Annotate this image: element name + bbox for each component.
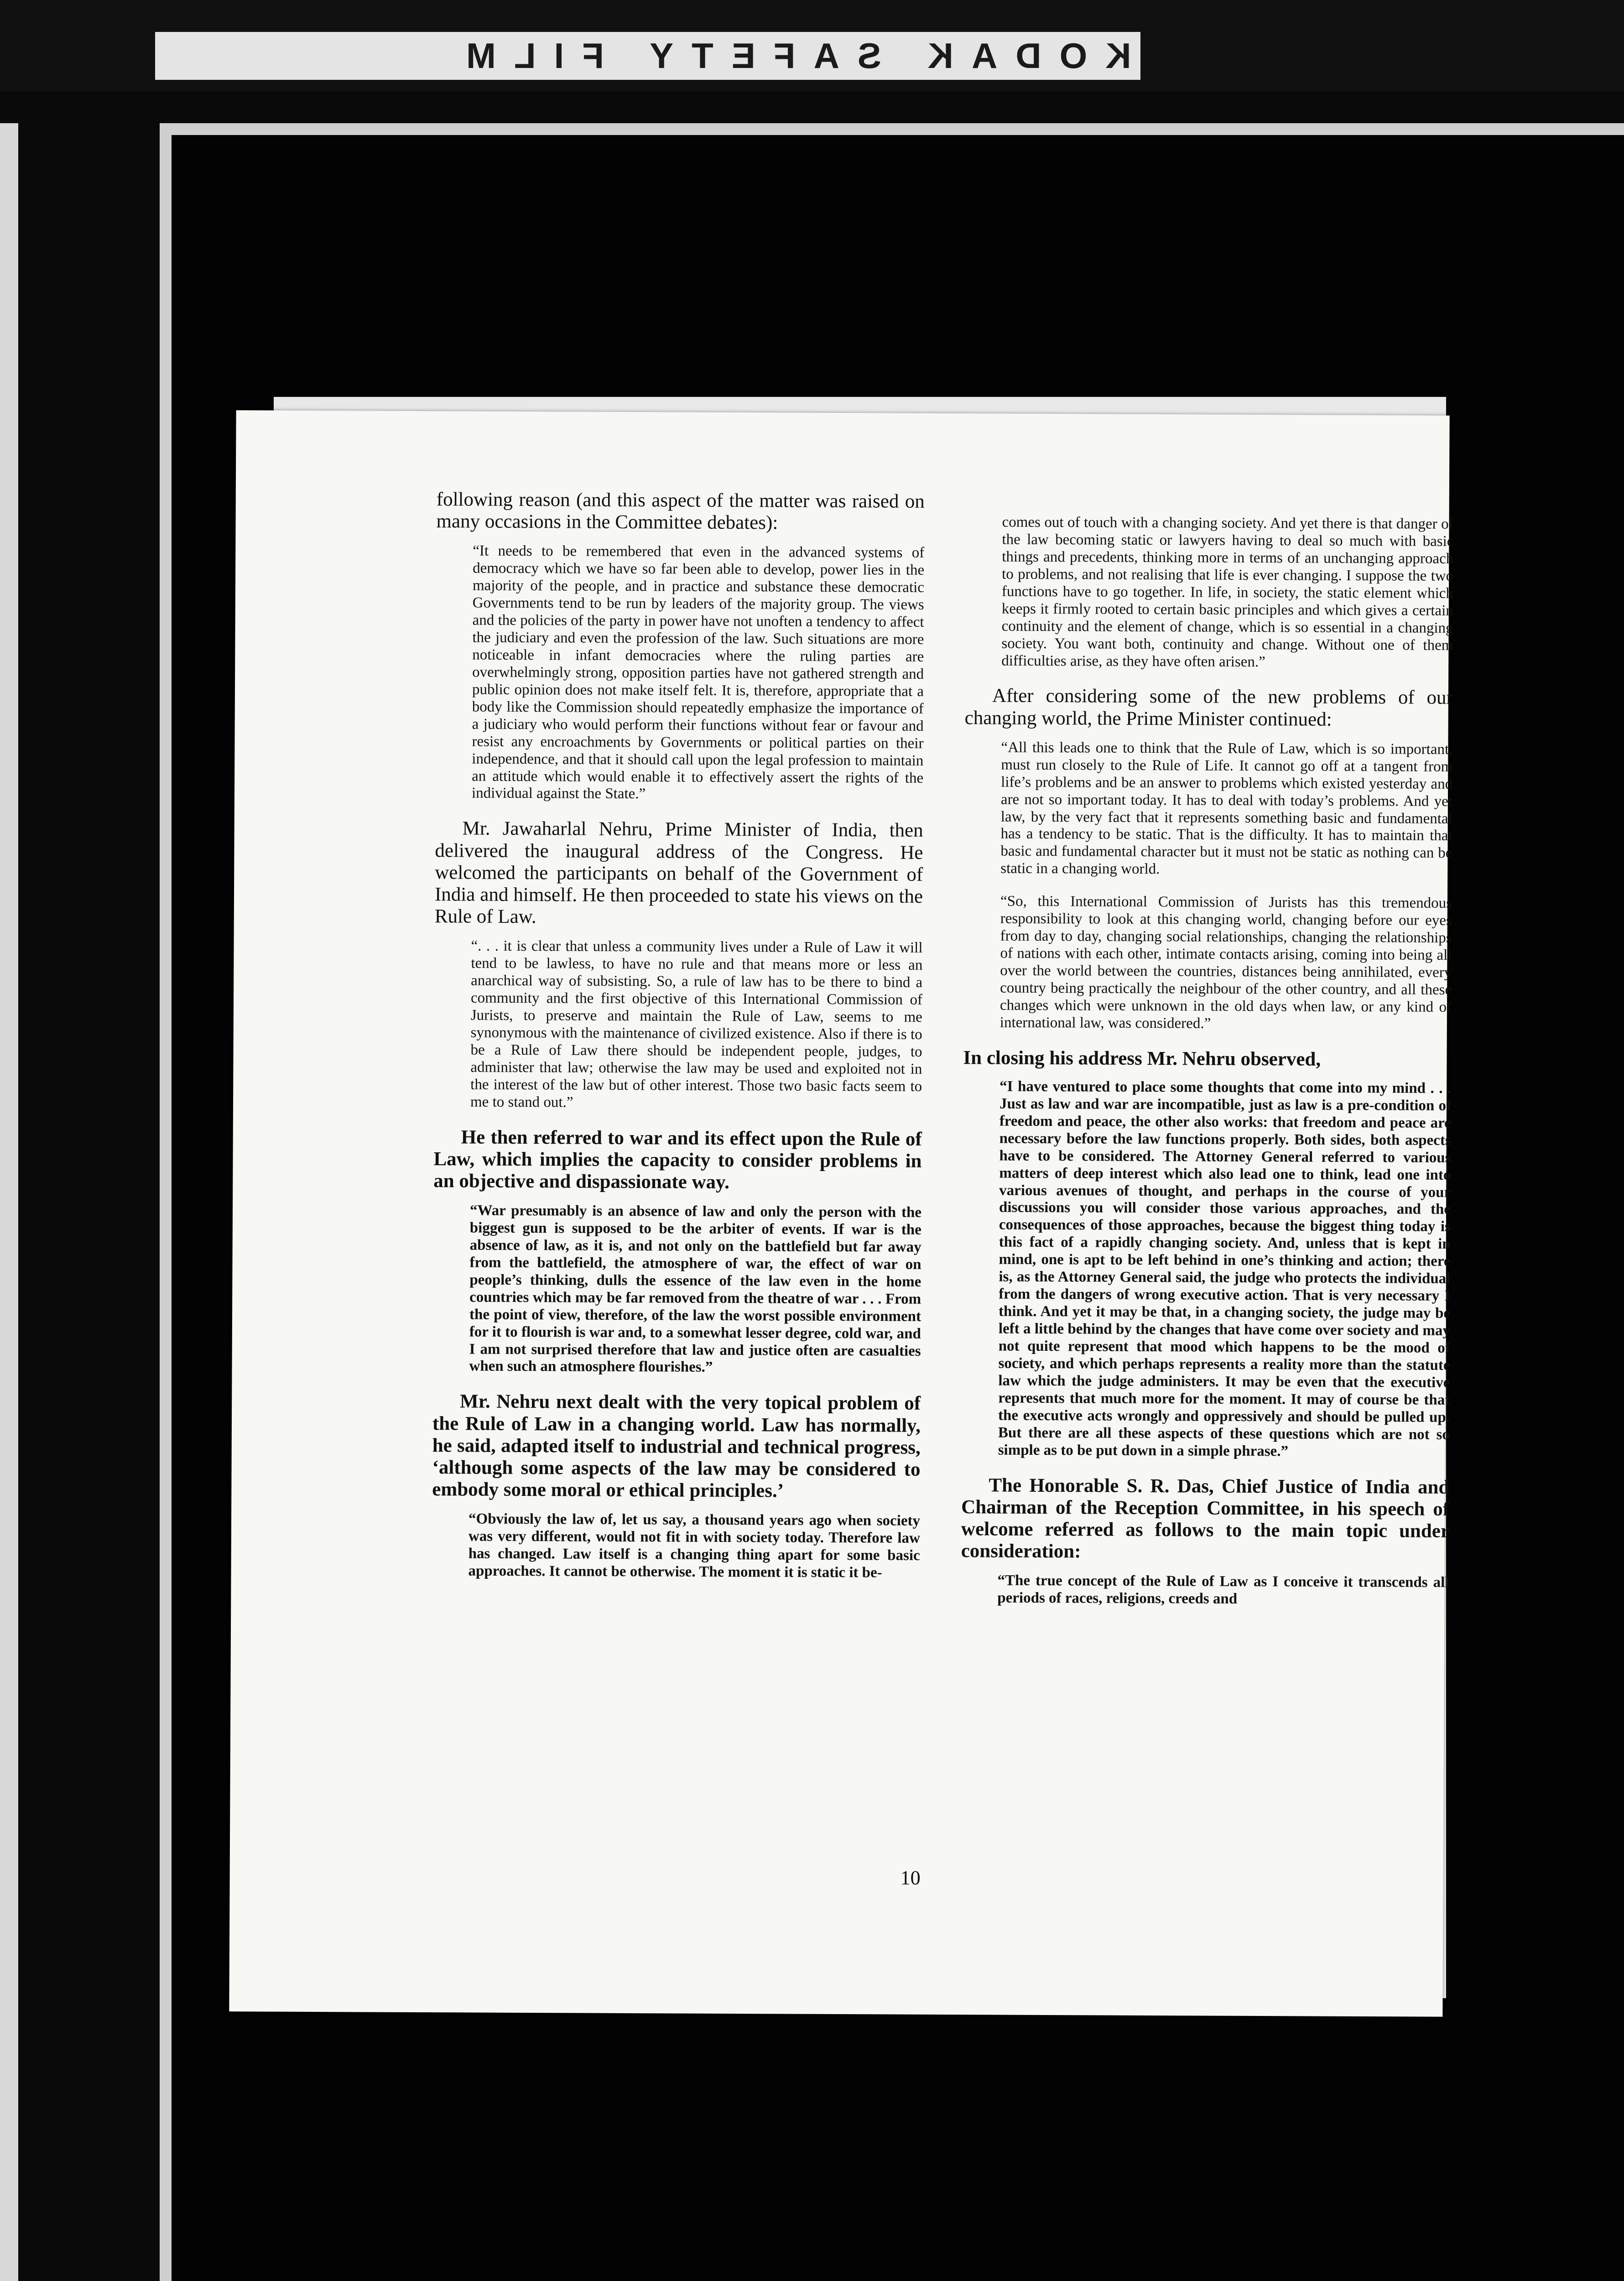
film-edge-print: [155, 32, 1140, 80]
block-quote: “. . . it is clear that unless a community lives under a Rule of Law it will tend to be lawless, to have no rule and that means more or less an anarchical way of subsisting. So, a rule of law has to be there to bind a community and the first objective of this International Commission of Jurists, to preserve and maintain the Rule of Law, seems to me synonymous with the maintenance of civilized existence. Also if there is to be a Rule of Law there should be independent people, judges, to administer that law; otherwise the law may be used and exploited not in the interest of the law but of other interest. Those two basic facts seem to me to stand out.”: [470, 937, 923, 1111]
body-paragraph: He then referred to war and its effect upon the Rule of Law, which implies the capacity to consider problems in an objective and dispassionate way.: [433, 1126, 922, 1193]
block-quote: “Obviously the law of, let us say, a thousand years ago when society was very different, would not fit in with society today. Therefore law has changed. Law itself is a changing thing apart for some basic approaches. It cannot be otherwise. The moment it is static it be-: [468, 1510, 921, 1581]
film-edge-text: KODAK SAFETY FILM: [448, 36, 1131, 76]
film-edge-strip: [0, 0, 1624, 91]
body-paragraph: Mr. Nehru next dealt with the very topical problem of the Rule of Law in a changing world. Law has normally, he said, adapted itself to industrial and technical progress, ‘although some aspects of the law may be considered to embody some moral or ethical principles.’: [432, 1390, 921, 1502]
body-paragraph: After considering some of the new problems of our changing world, the Prime Minister continued:: [964, 685, 1453, 730]
body-paragraph: following reason (and this aspect of the matter was raised on many occasions in the Committee debates):: [436, 489, 925, 534]
block-quote: comes out of touch with a changing society. And yet there is that danger of the law becoming static or lawyers having to deal so much with basic things and precedents, thinking more in terms of an unchanging approach to problems, and not realising that life is ever changing. I suppose the two functions have to go together. In life, in society, the static element which keeps it firmly rooted to certain basic principles and which gives a certain continuity and the element of change, which is so essential in a changing society. You want both, continuity and change. Without one of them difficulties arise, as they have often arisen.”: [1001, 514, 1454, 670]
left-column: [432, 489, 925, 1598]
body-paragraph: The Honorable S. R. Das, Chief Justice of India and Chairman of the Reception Committee, in his speech of welcome referred as follows to the main topic under consideration:: [961, 1474, 1450, 1562]
document-page: [229, 410, 1454, 2017]
block-quote: “War presumably is an absence of law and only the person with the biggest gun is supposed to be the arbiter of events. If war is the absence of law, as it is, and not only on the battlefield but far away from the battlefield, the atmosphere of war, the effect of war on people’s thinking, dulls the essence of the law even in the home countries which may be far removed from the theatre of war . . . From the point of view, therefore, of the law the worst possible environment for it to flourish is war and, to a somewhat lesser degree, cold war, and I am not surprised therefore that law and justice often are casualties when such an atmosphere flourishes.”: [469, 1202, 922, 1376]
body-paragraph: Mr. Jawaharlal Nehru, Prime Minister of India, then delivered the inaugural address of the Congress. He welcomed the participants on behalf of the Government of India and himself. He then proceeded to state his views on the Rule of Law.: [434, 818, 923, 928]
block-quote: “The true concept of the Rule of Law as I conceive it transcends all periods of races, religions, creeds and: [997, 1572, 1449, 1607]
block-quote: “So, this International Commission of Jurists has this tremendous responsibility to look at this changing world, changing before our eyes from day to day, changing social relationships, changing the relationships of nations with each other, intimate contacts arising, coming into being all over the world between the countries, distances being annihilated, every country being practically the neighbour of the other country, and all these changes which were unknown in the old days when law, or any kind of international law, was considered.”: [999, 893, 1452, 1032]
block-quote: “It needs to be remembered that even in the advanced systems of democracy which we have so far been able to develop, power lies in the majority of the people, and in practice and substance these democratic Governments tend to be run by leaders of the majority group. The views and the policies of the party in power have not unoften a tendency to affect the judiciary and even the profession of the law. Such situations are more noticeable in infant democracies where the ruling parties are overwhelmingly strong, opposition parties have not gathered strength and public opinion does not make itself felt. It is, therefore, appropriate that a body like the Commission should repeatedly emphasize the importance of a judiciary who would perform their functions without fear or favour and resist any encroachments by Governments or political parties on their independence, and that it should call upon the legal profession to maintain an attitude which would enable it to effectively assert the rights of the individual against the State.”: [471, 542, 925, 802]
page-number: 10: [900, 1866, 921, 1889]
previous-frame-edge: [0, 123, 18, 2281]
block-quote: “All this leads one to think that the Rule of Law, which is so important, must run closely to the Rule of Life. It cannot go off at a tangent from life’s problems and be an answer to problems which existed yesterday and are not so important today. It has to deal with today’s problems. And yet law, by the very fact that it represents something basic and fundamental has a tendency to be static. That is the difficulty. It has to maintain that basic and fundamental character but it must not be static as nothing can be static in a changing world.: [1000, 739, 1453, 878]
section-heading: In closing his address Mr. Nehru observed,: [963, 1047, 1321, 1070]
block-quote: “I have ventured to place some thoughts that come into my mind . . . Just as law and war are incompatible, just as law is a pre-condition of freedom and peace, the other also works: that freedom and peace are necessary before the law functions properly. Both sides, both aspects have to be considered. The Attorney General referred to various matters of deep interest which also lead one to think, lead one into various avenues of thought, and perhaps in the course of your discussions you will consider those various approaches, and the consequences of those approaches, because the biggest thing today is this fact of a rapidly changing society. And, unless that is kept in mind, one is apt to be left behind in one’s thinking and action; there is, as the Attorney General said, the judge who protects the individual from the dangers of wrong executive action. That is very necessary I think. And yet it may be that, in a changing society, the judge may be left a little behind by the changes that have come over society and may not quite represent that mood which happens to be the mood of society, and which perhaps represents a reality more than the statute law which the judge administers. It may be even that the executive represents that much more for the moment. It may of course be that the executive acts wrongly and oppressively and should be pulled up. But there are all these aspects of these questions which are not so simple as to be put down in a simple phrase.”: [998, 1078, 1452, 1459]
right-column: [961, 514, 1454, 1625]
